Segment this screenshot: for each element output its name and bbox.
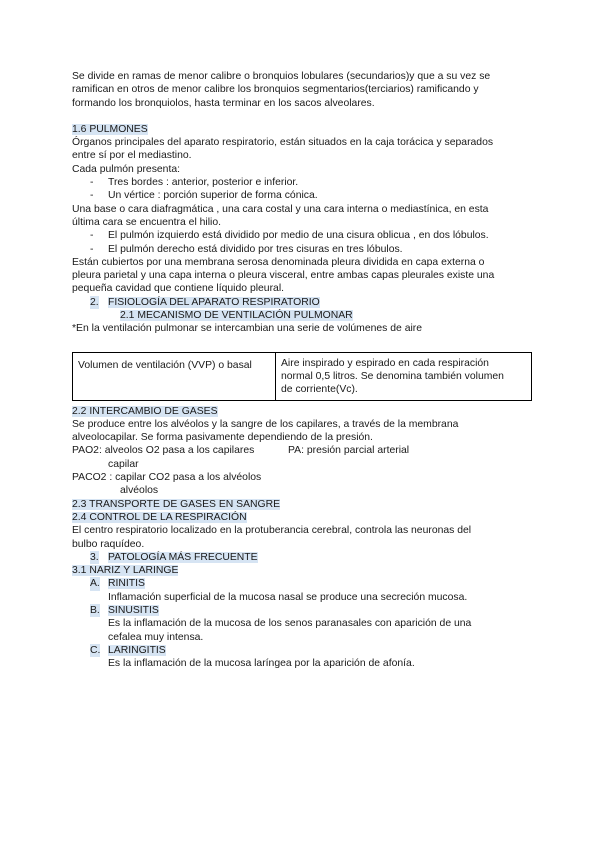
intro-line: formando los bronquiolos, hasta terminar en los sacos alveolares. [72,97,375,109]
paragraph-line: pequeña cavidad que contiene líquido pleural. [72,283,285,295]
paragraph-line: Inflamación superficial de la mucosa nasal se produce una secreción mucosa. [108,591,468,603]
table-cell: Volumen de ventilación (VVP) o basal [73,352,276,400]
paragraph-line: Están cubiertos por una membrana serosa denominada pleura dividida en capa externa o [72,256,485,268]
list-item: A. RINITIS [90,578,145,590]
list-item: C. LARINGITIS [90,644,166,656]
paragraph-line: El centro respiratorio localizado en la protuberancia cerebral, controla las neuronas del [72,525,472,537]
dash-bullet-icon: - [90,230,94,242]
dash-bullet-icon: - [90,177,94,189]
list-item: - Un vértice : porción superior de forma cónica. [90,190,318,202]
list-item: B. SINUSITIS [90,604,159,616]
document-body [72,70,532,670]
paragraph-line: Es la inflamación de la mucosa de los senos paranasales con aparición de una [108,618,472,630]
paragraph-line: Órganos principales del aparato respiratorio, están situados en la caja torácica y separados [72,137,494,149]
ventilation-table [72,352,532,401]
paragraph-line: entre sí por el mediastino. [72,150,192,162]
paragraph-line: alveolocapilar. Se forma pasivamente dependiendo de la presión. [72,432,373,444]
paragraph-line: capilar [108,458,139,470]
pao2-line: PAO2: alveolos O2 pasa a los capilares PA: presión parcial arterial [72,445,410,457]
paragraph-line: última cara se encuentra el hilio. [72,216,222,228]
paragraph-line: Se produce entre los alvéolos y la sangre de los capilares, a través de la membrana [72,418,459,430]
subheading-nariz: 3.1 NARIZ Y LARINGE [72,565,179,577]
paragraph-line: bulbo raquídeo. [72,538,145,550]
intro-line: ramifican en otros de menor calibre los bronquios segmentarios(terciarios) ramificando y [72,84,479,96]
heading-pulmones: 1.6 PULMONES [72,123,148,135]
paco2-line: PACO2 : capilar CO2 pasa a los alvéolos [72,472,262,484]
heading-control: 2.4 CONTROL DE LA RESPIRACIÓN [72,511,247,523]
list-item: - Tres bordes : anterior, posterior e inferior. [90,177,299,189]
paragraph-line: Cada pulmón presenta: [72,163,181,175]
dash-bullet-icon: - [90,190,94,202]
heading-patologia: 3. PATOLOGÍA MÁS FRECUENTE [90,551,258,563]
heading-fisiologia: 2. FISIOLOGÍA DEL APARATO RESPIRATORIO [90,296,320,308]
table-row [73,352,532,400]
list-item: - El pulmón derecho está dividido por tres cisuras en tres lóbulos. [90,243,403,255]
list-item: - El pulmón izquierdo está dividido por medio de una cisura oblicua , en dos lóbulos. [90,230,489,242]
paragraph-line: *En la ventilación pulmonar se intercambian una serie de volúmenes de aire [72,323,423,335]
subheading-ventilacion: 2.1 MECANISMO DE VENTILACIÓN PULMONAR [120,310,353,322]
paragraph-line: Es la inflamación de la mucosa laríngea por la aparición de afonía. [108,658,415,670]
paragraph-line: alvéolos [120,485,159,497]
heading-transporte: 2.3 TRANSPORTE DE GASES EN SANGRE [72,498,281,510]
table-cell: Aire inspirado y espirado en cada respiración normal 0,5 litros. Se denomina también volumen de corriente(Vc). [276,352,532,400]
paragraph-line: cefalea muy intensa. [108,631,204,643]
intro-line: Se divide en ramas de menor calibre o bronquios lobulares (secundarios)y que a su vez se [72,71,491,82]
dash-bullet-icon: - [90,243,94,255]
heading-intercambio: 2.2 INTERCAMBIO DE GASES [72,405,218,417]
paragraph-line: Una base o cara diafragmática , una cara costal y una cara interna o mediastínica, en esta [72,203,489,215]
paragraph-line: pleura parietal y una capa interna o pleura visceral, entre ambas capas pleurales existe una [72,270,495,282]
